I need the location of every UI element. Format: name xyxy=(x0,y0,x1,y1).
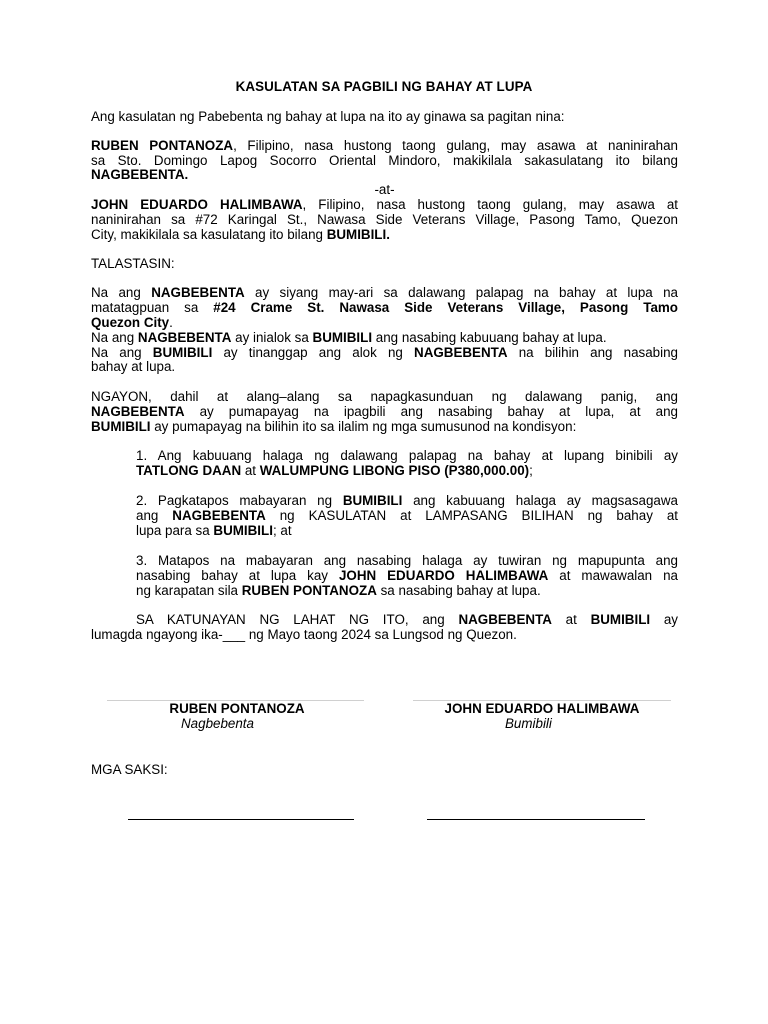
item-2-line-2: ang NAGBEBENTA ng KASULATAN at LAMPASANG BILIHAN ng bahay at xyxy=(136,508,679,523)
seller-line-1: RUBEN PONTANOZA, Filipino, nasa hustong taong gulang, may asawa at naninirahan xyxy=(91,138,678,153)
p1-line-1: Na ang NAGBEBENTA ay siyang may-ari sa dalawang palapag na bahay at lupa na xyxy=(91,285,678,300)
buyer-signature-role: Bumibili xyxy=(505,716,552,731)
closing-line-2: lumagda ngayong ika-___ ng Mayo taong 2024 sa Lungsod ng Quezon. xyxy=(91,627,517,642)
ngayon-line-1: NGAYON, dahil at alang–alang sa napagkasunduan ng dalawang panig, ang xyxy=(91,389,678,404)
seller-role: NAGBEBENTA. xyxy=(91,167,189,182)
item-1-line-1: 1. Ang kabuuang halaga ng dalawang palapag na bahay at lupang binibili ay xyxy=(136,448,678,463)
seller-name: RUBEN PONTANOZA xyxy=(91,138,234,153)
p3-line-2: bahay at lupa. xyxy=(91,359,176,374)
witness-2-signature-line xyxy=(427,819,645,820)
ngayon-line-3: BUMIBILI ay pumapayag na bilihin ito sa ilalim ng mga sumusunod na kondisyon: xyxy=(91,419,577,434)
at-separator: -at- xyxy=(374,182,395,197)
item-2-line-1: 2. Pagkatapos mabayaran ng BUMIBILI ang kabuuang halaga ay magsasagawa xyxy=(136,493,678,508)
item-1-line-2: TATLONG DAAN at WALUMPUNG LIBONG PISO (P380,000.00); xyxy=(136,463,533,478)
intro-text: Ang kasulatan ng Pabebenta ng bahay at lupa na ito ay ginawa sa pagitan nina: xyxy=(91,109,565,124)
p1-line-2: matatagpuan sa #24 Crame St. Nawasa Side Veterans Village, Pasong Tamo xyxy=(91,300,678,315)
buyer-line-1: JOHN EDUARDO HALIMBAWA, Filipino, nasa hustong taong gulang, may asawa at xyxy=(91,197,678,212)
item-3-line-2: nasabing bahay at lupa kay JOHN EDUARDO HALIMBAWA at mawawalan na xyxy=(136,568,678,583)
p1-line-3: Quezon City. xyxy=(91,315,173,330)
buyer-line-2: naninirahan sa #72 Karingal St., Nawasa Side Veterans Village, Pasong Tamo, Quezon xyxy=(91,212,678,227)
p3-line-1: Na ang BUMIBILI ay tinanggap ang alok ng NAGBEBENTA na bilihin ang nasabing xyxy=(91,345,678,360)
buyer-line-3: City, makikilala sa kasulatang ito bilang BUMIBILI. xyxy=(91,227,390,242)
closing-line-1: SA KATUNAYAN NG LAHAT NG ITO, ang NAGBEBENTA at BUMIBILI ay xyxy=(136,612,678,627)
item-3-line-1: 3. Matapos na mabayaran ang nasabing halaga ay tuwiran ng mapupunta ang xyxy=(136,553,678,568)
seller-line-2: sa Sto. Domingo Lapog Socorro Oriental Mindoro, makikilala sakasulatang ito bilang xyxy=(91,153,678,168)
seller-signature-role: Nagbebenta xyxy=(181,716,254,731)
document-title: KASULATAN SA PAGBILI NG BAHAY AT LUPA xyxy=(235,79,533,94)
witnesses-heading: MGA SAKSI: xyxy=(91,762,168,777)
buyer-name: JOHN EDUARDO HALIMBAWA xyxy=(91,197,303,212)
ngayon-line-2: NAGBEBENTA ay pumapayag na ipagbili ang nasabing bahay at lupa, at ang xyxy=(91,404,678,419)
item-2-line-3: lupa para sa BUMIBILI; at xyxy=(136,523,292,538)
witness-1-signature-line xyxy=(128,819,354,820)
seller-signature-name: RUBEN PONTANOZA xyxy=(169,701,305,716)
buyer-signature-name: JOHN EDUARDO HALIMBAWA xyxy=(444,701,640,716)
item-3-line-3: ng karapatan sila RUBEN PONTANOZA sa nasabing bahay at lupa. xyxy=(136,583,541,598)
talastasin-heading: TALASTASIN: xyxy=(91,256,175,271)
p2-line: Na ang NAGBEBENTA ay inialok sa BUMIBILI ang nasabing kabuuang bahay at lupa. xyxy=(91,330,607,345)
